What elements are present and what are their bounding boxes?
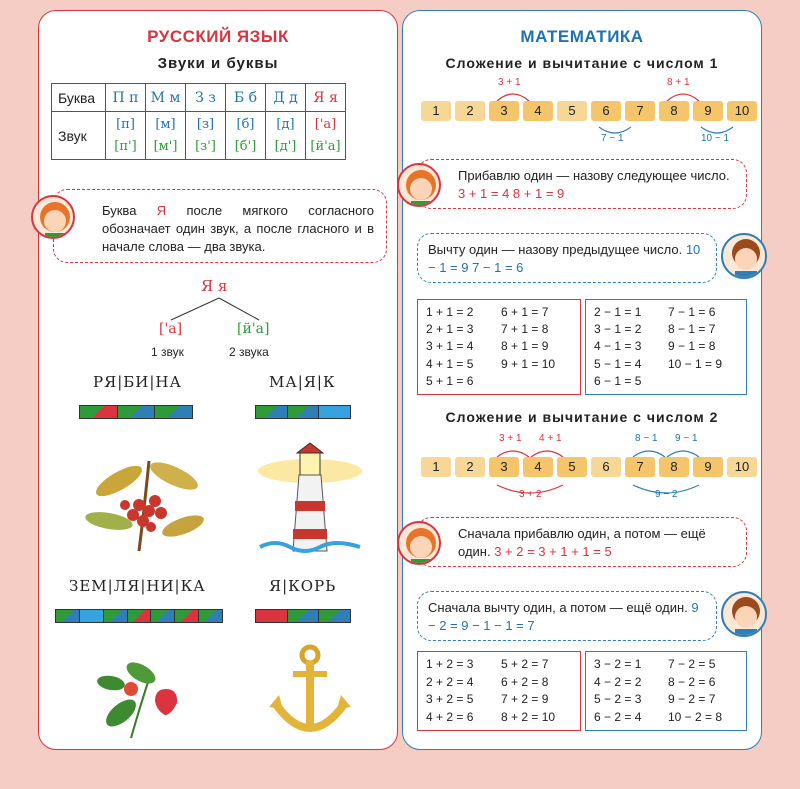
fact: 4 − 2 = 2: [594, 674, 642, 689]
anchor-picture: [265, 643, 355, 743]
sound-cell: ['а] [й'а]: [306, 112, 346, 160]
fact: 9 + 1 = 10: [501, 356, 556, 371]
number-cell: 8: [659, 101, 689, 121]
number-cell: 2: [455, 457, 485, 477]
word-ryabina: РЯ|БИ|НА: [93, 373, 182, 391]
word-mayak: МА|Я|К: [269, 373, 336, 391]
fact: 5 − 2 = 3: [594, 692, 642, 706]
sound-scheme: [255, 405, 351, 419]
lighthouse-picture: [255, 441, 365, 561]
letter-cell: З з: [186, 84, 226, 112]
letters-table: [51, 83, 346, 160]
sound-cell: [м] [м']: [146, 112, 186, 160]
boy-bubble-1: Вычту один — назову предыдущее число. 10 − 1 = 9 7 − 1 = 6: [417, 233, 717, 283]
number-line-1: [421, 101, 757, 121]
fact: 6 − 1 = 5: [594, 373, 642, 388]
number-cell: 7: [625, 457, 655, 477]
sound-scheme: [79, 405, 193, 419]
add-facts-1: [417, 299, 581, 395]
fact: 6 + 2 = 8: [501, 674, 549, 689]
arc-label: 8 + 1: [667, 77, 690, 88]
diagram-letter: Я я: [201, 277, 228, 295]
fact: 8 + 1 = 9: [501, 339, 549, 354]
number-cell: 9: [693, 457, 723, 477]
russian-panel: [38, 10, 398, 750]
number-cell: 5: [557, 101, 587, 121]
arc-label: 9 − 2: [655, 489, 678, 500]
fact: 9 − 1 = 8: [668, 339, 716, 354]
fact: 3 + 1 = 4: [426, 339, 474, 354]
girl-bubble-1: Прибавлю один — назову следующее число. 3 + 1 = 4 8 + 1 = 9: [417, 159, 747, 209]
fact: 7 − 2 = 5: [668, 657, 716, 671]
boy-avatar: [721, 233, 767, 279]
fact: 5 − 1 = 4: [594, 356, 642, 371]
boy-bubble-2: Сначала вычту один, а потом — ещё один. 9 − 2 = 9 − 1 − 1 = 7: [417, 591, 717, 641]
arc-label: 3 + 1: [498, 77, 521, 88]
fact: 3 − 2 = 1: [594, 657, 642, 671]
number-cell: 1: [421, 457, 451, 477]
number-cell: 6: [591, 101, 621, 121]
fact: 7 − 1 = 6: [668, 305, 716, 319]
number-cell: 3: [489, 101, 519, 121]
number-cell: 4: [523, 101, 553, 121]
girl-avatar: [397, 521, 441, 565]
fact: 7 + 1 = 8: [501, 322, 549, 337]
fact: 10 − 1 = 9: [668, 356, 723, 371]
fact: 4 + 2 = 6: [426, 709, 474, 724]
sub-facts-2: [585, 651, 747, 731]
girl-avatar: [31, 195, 75, 239]
arc-label: 9 − 1: [675, 433, 698, 444]
number-cell: 3: [489, 457, 519, 477]
number-cell: 9: [693, 101, 723, 121]
sound-scheme: [255, 609, 351, 623]
row-letter-label: Буква: [52, 84, 106, 112]
arc-label: 4 + 1: [539, 433, 562, 444]
arc-label: 3 + 1: [499, 433, 522, 444]
number-cell: 2: [455, 101, 485, 121]
fact: 1 + 2 = 3: [426, 657, 474, 671]
section2-title: Сложение и вычитание с числом 2: [445, 409, 719, 425]
section1-title: Сложение и вычитание с числом 1: [445, 55, 719, 71]
diagram-left-caption: 1 звук: [151, 345, 184, 359]
fact: 4 + 1 = 5: [426, 356, 474, 371]
number-cell: 1: [421, 101, 451, 121]
diagram-left-sound: ['а]: [159, 321, 183, 337]
rowan-picture: [79, 441, 209, 561]
rule-note: Буква Я после мягкого согласного обозначает один звук, а после гласного и в начале слова — два звука.: [53, 189, 387, 263]
arc-label: 3 + 2: [519, 489, 542, 500]
letter-cell: Д д: [266, 84, 306, 112]
word-yakor: Я|КОРЬ: [269, 577, 337, 595]
diagram-right-caption: 2 звука: [229, 345, 269, 359]
fact: 2 − 1 = 1: [594, 305, 642, 319]
fact: 7 + 2 = 9: [501, 692, 549, 706]
letter-cell: Я я: [306, 84, 346, 112]
boy-avatar: [721, 591, 767, 637]
fact: 2 + 2 = 4: [426, 674, 474, 689]
word-zemlyanika: ЗЕМ|ЛЯ|НИ|КА: [69, 577, 206, 595]
number-cell: 6: [591, 457, 621, 477]
row-sound-label: Звук: [52, 112, 106, 160]
fact: 9 − 2 = 7: [668, 692, 716, 706]
fact: 5 + 1 = 6: [426, 373, 474, 388]
letter-cell: Б б: [226, 84, 266, 112]
math-panel: [402, 10, 762, 750]
russian-title: РУССКИЙ ЯЗЫК: [147, 27, 289, 46]
arc-label: 10 − 1: [701, 133, 730, 144]
sound-cell: [б] [б']: [226, 112, 266, 160]
number-cell: 8: [659, 457, 689, 477]
sound-cell: [з] [з']: [186, 112, 226, 160]
letter-cell: М м: [146, 84, 186, 112]
fact: 8 + 2 = 10: [501, 709, 556, 724]
fact: 3 − 1 = 2: [594, 322, 642, 337]
fact: 3 + 2 = 5: [426, 692, 474, 706]
girl-avatar: [397, 163, 441, 207]
sound-cell: [д] [д']: [266, 112, 306, 160]
arc-label: 7 − 1: [601, 133, 624, 144]
fact: 8 − 1 = 7: [668, 322, 716, 337]
fact: 5 + 2 = 7: [501, 657, 549, 671]
russian-subtitle: Звуки и буквы: [157, 55, 279, 72]
fact: 1 + 1 = 2: [426, 305, 474, 319]
arc-label: 8 − 1: [635, 433, 658, 444]
letter-cell: П п: [106, 84, 146, 112]
number-cell: 5: [557, 457, 587, 477]
diagram-right-sound: [й'а]: [237, 321, 270, 337]
fact: 6 + 1 = 7: [501, 305, 549, 319]
fact: 4 − 1 = 3: [594, 339, 642, 354]
fact: 8 − 2 = 6: [668, 674, 716, 689]
fact: 2 + 1 = 3: [426, 322, 474, 337]
number-cell: 10: [727, 101, 757, 121]
sub-facts-1: [585, 299, 747, 395]
fact: 10 − 2 = 8: [668, 709, 723, 724]
girl-bubble-2: Сначала прибавлю один, а потом — ещё один. 3 + 2 = 3 + 1 + 1 = 5: [417, 517, 747, 567]
strawberry-picture: [91, 643, 201, 743]
math-title: МАТЕМАТИКА: [520, 27, 644, 46]
number-cell: 7: [625, 101, 655, 121]
sound-cell: [п] [п']: [106, 112, 146, 160]
fact: 6 − 2 = 4: [594, 709, 642, 724]
number-cell: 10: [727, 457, 757, 477]
sound-scheme: [55, 609, 223, 623]
number-line-2: [421, 457, 757, 477]
number-cell: 4: [523, 457, 553, 477]
add-facts-2: [417, 651, 581, 731]
